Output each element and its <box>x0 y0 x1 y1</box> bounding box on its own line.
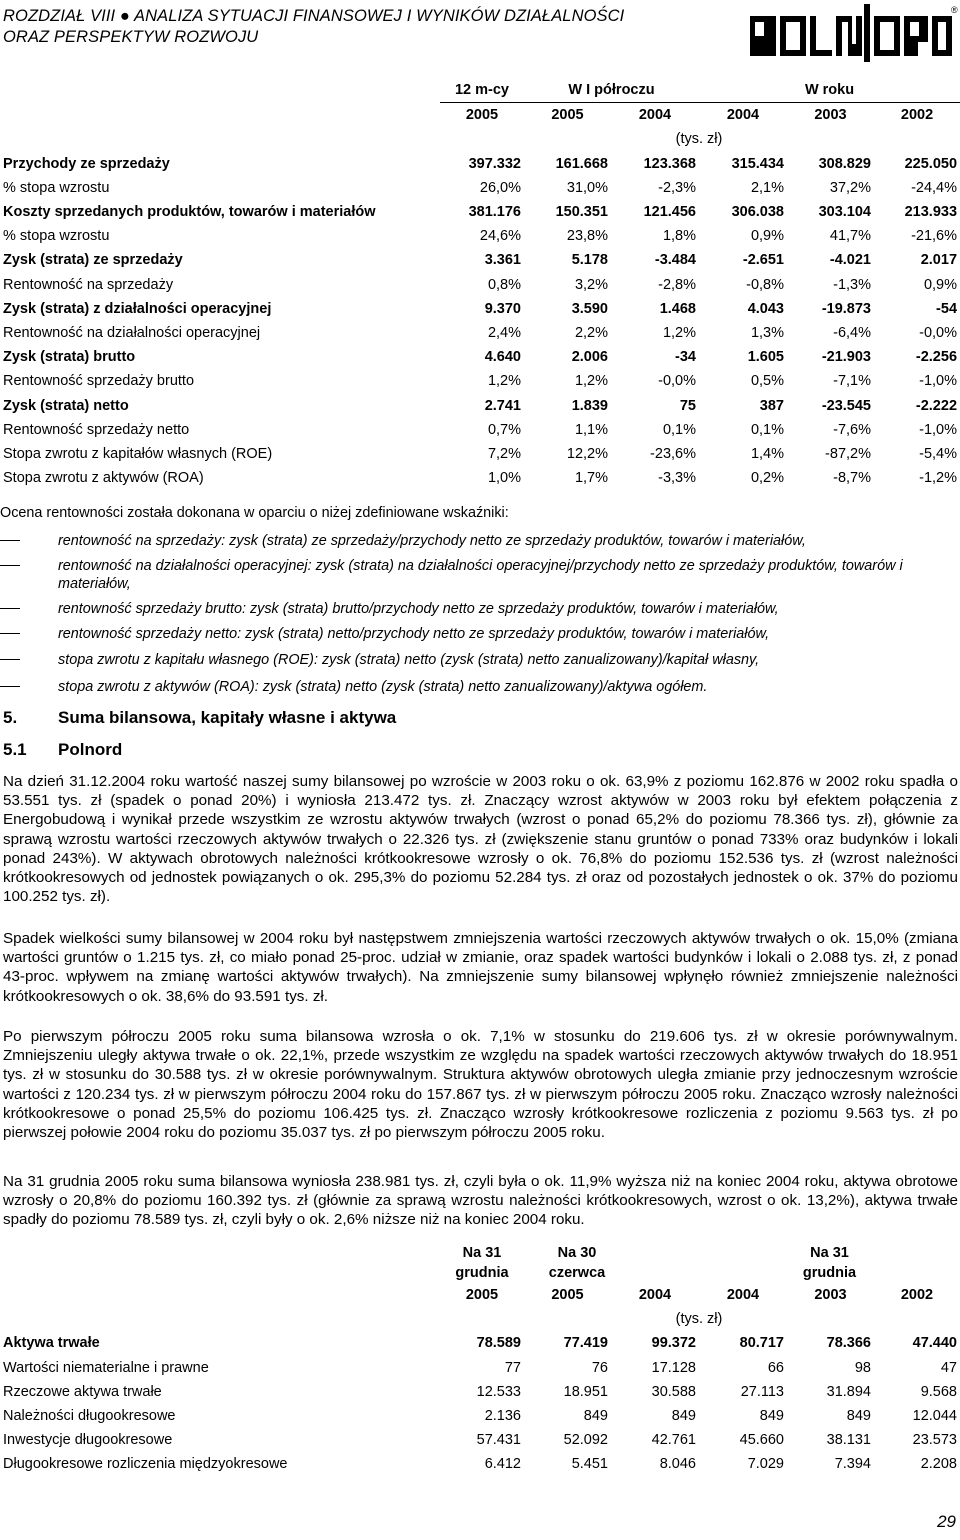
financial-results-table <box>0 78 960 490</box>
table2-year: 2005 <box>465 1287 499 1304</box>
cell-value: 24,6% <box>479 228 521 245</box>
cell-value: 76 <box>591 1359 608 1376</box>
cell-value: 5.451 <box>571 1456 608 1473</box>
cell-value: -3,3% <box>658 470 696 487</box>
table2-body <box>0 1331 960 1476</box>
row-label: % stopa wzrostu <box>3 179 110 196</box>
cell-value: 5.178 <box>571 252 608 269</box>
row-label: Koszty sprzedanych produktów, towarów i materiałów <box>3 204 376 221</box>
cell-value: 3,2% <box>574 276 608 293</box>
table2-group-jun <box>524 1243 699 1283</box>
ratio-note-intro: Ocena rentowności została dokonana w oparciu o niżej zdefiniowane wskaźniki: <box>0 505 509 521</box>
table2-unit-row <box>0 1307 960 1331</box>
cell-value: 315.434 <box>731 155 784 172</box>
cell-value: 80.717 <box>739 1335 784 1352</box>
table-row <box>0 1331 960 1355</box>
row-label: Inwestycje długookresowe <box>3 1432 173 1449</box>
table-row <box>0 321 960 345</box>
cell-value: 4.640 <box>484 349 521 366</box>
cell-value: 2.136 <box>484 1408 521 1425</box>
cell-value: 1,4% <box>750 445 784 462</box>
cell-value: -21,6% <box>911 228 958 245</box>
table1-year: 2002 <box>900 107 934 124</box>
table2-year: 2005 <box>551 1287 584 1304</box>
cell-value: 0,2% <box>750 470 784 487</box>
section-title: Polnord <box>58 740 123 759</box>
cell-value: -7,1% <box>833 373 871 390</box>
cell-value: 45.660 <box>739 1432 784 1449</box>
table2-group-label: Na 31 grudnia <box>802 1245 857 1281</box>
cell-value: 2.208 <box>920 1456 957 1473</box>
table2-group-label: Na 30 czerwca <box>548 1245 606 1281</box>
section-title: Suma bilansowa, kapitały własne i aktywa <box>58 708 397 727</box>
cell-value: 308.829 <box>818 155 871 172</box>
cell-value: 38.131 <box>826 1432 871 1449</box>
table2-group-label: Na 31 grudnia <box>455 1245 509 1281</box>
table-row <box>0 393 960 417</box>
cell-value: -0,0% <box>658 373 696 390</box>
row-label: Aktywa trwałe <box>3 1335 100 1352</box>
row-label: Zysk (strata) netto <box>3 397 129 414</box>
cell-value: -4.021 <box>829 252 871 269</box>
cell-value: 7.394 <box>834 1456 871 1473</box>
cell-value: 849 <box>583 1408 608 1425</box>
cell-value: 78.589 <box>476 1335 521 1352</box>
table1-year: 2005 <box>551 107 584 124</box>
cell-value: 7.029 <box>747 1456 784 1473</box>
cell-value: -2.222 <box>915 397 958 414</box>
cell-value: 12,2% <box>566 445 608 462</box>
registered-mark: ® <box>951 5 958 15</box>
cell-value: 1,2% <box>574 373 608 390</box>
cell-value: 1,1% <box>574 421 608 438</box>
cell-value: 66 <box>767 1359 784 1376</box>
cell-value: 23,8% <box>566 228 608 245</box>
cell-value: 99.372 <box>651 1335 696 1352</box>
table-row <box>0 1356 960 1380</box>
cell-value: -23.545 <box>821 397 871 414</box>
row-label: Rentowność sprzedaży netto <box>3 421 190 438</box>
cell-value: 47.440 <box>912 1335 957 1352</box>
cell-value: 225.050 <box>904 155 958 172</box>
table-row <box>0 1404 960 1428</box>
cell-value: 27.113 <box>740 1383 784 1400</box>
table1-year: 2003 <box>814 107 847 124</box>
table1-group-half-year: W I półroczu <box>524 78 699 103</box>
table2-year: 2003 <box>814 1287 847 1304</box>
cell-value: 1,3% <box>750 324 784 341</box>
row-label: Długookresowe rozliczenia międzyokresowe <box>3 1456 288 1473</box>
cell-value: -1,0% <box>919 421 958 438</box>
table2-year: 2002 <box>900 1287 934 1304</box>
page-header <box>3 6 624 48</box>
header-line-1: ROZDZIAŁ VIII ● ANALIZA SYTUACJI FINANSOWEJ I WYNIKÓW DZIAŁALNOŚCI <box>3 7 625 25</box>
cell-value: 1,7% <box>574 470 608 487</box>
paragraph: Na dzień 31.12.2004 roku wartość naszej sumy bilansowej po wzroście w 2003 roku o ok. 63,9% z poziomu 162.876 w 2002 roku spadła o 53.551 tys. zł (spadek o ponad 20%) i wyniosła 213.472 tys. zł. Znaczący wzrost aktywów w 2003 roku był efektem połączenia z Energobudową i wynikał przede wszystkim ze wzrostu aktywów trwałych (wzrost o ponad 65,2% do poziomu 78.366 tys. zł), głównie za sprawą wzrostu wartości rzeczowych aktywów trwałych o 22.326 tys. zł (zwiększenie stanu gruntów o ponad 733% oraz budynków i lokali ponad 243%). W aktywach obrotowych należności krótkookresowe wzrosły o ok. 76,8% do poziomu 152.536 tys. zł (wzrost należności krótkookresowych od jednostek powiązanych o ok. 295,3% do poziomu 52.284 tys. zł oraz od pozostałych jednostek o ok. 37% do poziomu 100.252 tys. zł). <box>3 773 958 906</box>
cell-value: 213.933 <box>904 204 958 221</box>
table-row <box>0 418 960 442</box>
table-row <box>0 369 960 393</box>
cell-value: 0,1% <box>750 421 784 438</box>
cell-value: -87,2% <box>825 445 871 462</box>
cell-value: 849 <box>846 1408 871 1425</box>
table2-unit: (tys. zł) <box>675 1311 723 1328</box>
row-label: Rentowność sprzedaży brutto <box>3 373 195 390</box>
dash-bullet <box>0 608 20 609</box>
table1-group-header-row <box>0 78 960 103</box>
cell-value: 31,0% <box>566 179 608 196</box>
table-row <box>0 345 960 369</box>
paragraph: Spadek wielkości sumy bilansowej w 2004 roku był następstwem zmniejszenia wartości rzeczowych aktywów trwałych o ok. 15,0% (zmiana wartości gruntów o 1.215 tys. zł, co miało ponad 25-proc. udział w zmianie, oraz spadek wartości budynków i lokali o 2.088 tys. zł, z ponad 43-proc. wpływem na zmianę wartości aktywów trwałych). Na zmniejszenie sumy bilansowej wpłynęło również zmniejszenie należności krótkookresowych o ok. 38,6% do 93.591 tys. zł. <box>3 930 958 1005</box>
cell-value: 121.456 <box>643 204 696 221</box>
definition-text: rentowność na sprzedaży: zysk (strata) ze sprzedaży/przychody netto ze sprzedaży produktów, towarów i materiałów, <box>58 533 806 549</box>
cell-value: 9.568 <box>920 1383 957 1400</box>
definition-text: rentowność sprzedaży netto: zysk (strata) netto/przychody netto ze sprzedaży produktów, towarów i materiałów, <box>58 626 770 642</box>
cell-value: 75 <box>679 397 696 414</box>
table2-group-dec <box>440 1243 524 1283</box>
cell-value: 381.176 <box>468 204 521 221</box>
page-number: 29 <box>937 1512 956 1531</box>
cell-value: 7,2% <box>487 445 521 462</box>
dash-bullet <box>0 633 20 634</box>
table-row <box>0 297 960 321</box>
cell-value: 4.043 <box>747 300 784 317</box>
cell-value: 52.092 <box>563 1432 608 1449</box>
cell-value: 2,1% <box>750 179 784 196</box>
cell-value: 397.332 <box>468 155 521 172</box>
table-row <box>0 1380 960 1404</box>
cell-value: -0,0% <box>919 324 958 341</box>
cell-value: 78.366 <box>826 1335 871 1352</box>
cell-value: 123.368 <box>643 155 696 172</box>
cell-value: 3.590 <box>571 300 608 317</box>
fixed-assets-table <box>0 1243 960 1477</box>
definition-text: stopa zwrotu z kapitału własnego (ROE): zysk (strata) netto (zysk (strata) netto zanualizowany)/kapitał własny, <box>58 652 760 668</box>
row-label: Rentowność na działalności operacyjnej <box>3 324 261 341</box>
table-row <box>0 1428 960 1452</box>
cell-value: 77.419 <box>563 1335 608 1352</box>
cell-value: -5,4% <box>919 445 958 462</box>
cell-value: -1,0% <box>919 373 958 390</box>
table1-years-row <box>0 103 960 128</box>
cell-value: -23,6% <box>650 445 696 462</box>
cell-value: 0,7% <box>487 421 521 438</box>
cell-value: 0,1% <box>662 421 696 438</box>
table1-year: 2005 <box>465 107 499 124</box>
cell-value: -34 <box>675 349 696 366</box>
table-row <box>0 442 960 466</box>
table-row <box>0 176 960 200</box>
table1-group-12m: 12 m-cy <box>440 78 524 103</box>
row-label: Rentowność na sprzedaży <box>3 276 174 293</box>
cell-value: 303.104 <box>818 204 871 221</box>
cell-value: 306.038 <box>731 204 784 221</box>
cell-value: 1.605 <box>747 349 784 366</box>
table1-year: 2004 <box>638 107 672 124</box>
cell-value: 77 <box>504 1359 521 1376</box>
table-row <box>0 152 960 176</box>
table2-year: 2004 <box>638 1287 672 1304</box>
cell-value: 17.128 <box>651 1359 696 1376</box>
cell-value: 9.370 <box>484 300 521 317</box>
table1-unit: (tys. zł) <box>675 131 723 148</box>
cell-value: 2.741 <box>484 397 521 414</box>
table2-group-header-row <box>0 1243 960 1283</box>
cell-value: 1,2% <box>662 324 696 341</box>
paragraph: Po pierwszym półroczu 2005 roku suma bilansowa wzrosła o ok. 7,1% w stosunku do 219.606 tys. zł w okresie porównywalnym. Zmniejszeniu uległy aktywa trwałe o ok. 22,1%, przede wszystkim ze względu na spadek wartości rzeczowych aktywów trwałych do 18.951 tys. zł w stosunku do 30.588 tys. zł w okresie porównywalnym. Struktura aktywów obrotowych uległa zmianie przy jednoczesnym wzroście wartości z 120.234 tys. zł w pierwszym półroczu 2004 roku do 157.867 tys. zł w pierwszym półroczu 2005 roku. Znacząco wzrosły należności krótkookresowe o ponad 25,5% do poziomu 106.425 tys. zł. Znacząco wzrosły krótkookresowe rozliczenia z poziomu 9.563 tys. zł po pierwszej połowie 2004 roku do poziomu 35.037 tys. zł po pierwszym półroczu 2005 roku. <box>3 1028 958 1142</box>
cell-value: 12.533 <box>476 1383 521 1400</box>
row-label: Zysk (strata) brutto <box>3 349 136 366</box>
cell-value: -2,3% <box>658 179 696 196</box>
cell-value: 98 <box>854 1359 871 1376</box>
cell-value: 26,0% <box>479 179 521 196</box>
cell-value: 41,7% <box>829 228 871 245</box>
table-row <box>0 466 960 490</box>
cell-value: 2.017 <box>920 252 958 269</box>
table1-unit-row <box>0 127 960 151</box>
cell-value: 3.361 <box>484 252 521 269</box>
cell-value: 47 <box>940 1359 957 1376</box>
row-label: Należności długookresowe <box>3 1408 176 1425</box>
table1-year: 2004 <box>726 107 760 124</box>
cell-value: 12.044 <box>912 1408 957 1425</box>
cell-value: -19.873 <box>821 300 871 317</box>
cell-value: 1,2% <box>487 373 521 390</box>
cell-value: 2,2% <box>574 324 608 341</box>
dash-bullet <box>0 540 20 541</box>
table-row <box>0 273 960 297</box>
cell-value: 161.668 <box>555 155 608 172</box>
cell-value: 1,0% <box>487 470 521 487</box>
row-label: Wartości niematerialne i prawne <box>3 1359 209 1376</box>
row-label: Zysk (strata) z działalności operacyjnej <box>3 300 272 317</box>
definition-text: rentowność na działalności operacyjnej: zysk (strata) na działalności operacyjnej/przychody netto ze sprzedaży produktów, towarów i materiałów, <box>58 558 903 592</box>
cell-value: -1,3% <box>833 276 871 293</box>
cell-value: 37,2% <box>829 179 871 196</box>
cell-value: 0,9% <box>750 228 784 245</box>
cell-value: -2,8% <box>658 276 696 293</box>
section-number: 5.1 <box>3 740 27 759</box>
definition-text: rentowność sprzedaży brutto: zysk (strata) brutto/przychody netto ze sprzedaży produktów, towarów i materiałów, <box>58 601 779 617</box>
cell-value: -2.651 <box>742 252 784 269</box>
cell-value: -2.256 <box>915 349 958 366</box>
table-row <box>0 200 960 224</box>
row-label: Rzeczowe aktywa trwałe <box>3 1383 162 1400</box>
cell-value: 2.006 <box>571 349 608 366</box>
cell-value: -24,4% <box>911 179 958 196</box>
cell-value: -7,6% <box>833 421 871 438</box>
table-row <box>0 224 960 248</box>
cell-value: -8,7% <box>833 470 871 487</box>
cell-value: -1,2% <box>919 470 958 487</box>
dash-bullet <box>0 686 20 687</box>
table2-years-row <box>0 1283 960 1307</box>
dash-bullet <box>0 659 20 660</box>
table-row <box>0 248 960 272</box>
dash-bullet <box>0 565 20 566</box>
header-line-2: ORAZ PERSPEKTYW ROZWOJU <box>3 28 259 46</box>
cell-value: 1,8% <box>662 228 696 245</box>
row-label: Zysk (strata) ze sprzedaży <box>3 252 183 269</box>
cell-value: 0,9% <box>923 276 958 293</box>
row-label: Przychody ze sprzedaży <box>3 155 170 172</box>
polnord-logo <box>748 2 958 64</box>
cell-value: 31.894 <box>826 1383 871 1400</box>
row-label: % stopa wzrostu <box>3 228 110 245</box>
table2-year: 2004 <box>726 1287 760 1304</box>
table-row <box>0 1452 960 1476</box>
cell-value: 42.761 <box>651 1432 696 1449</box>
cell-value: 1.468 <box>659 300 696 317</box>
cell-value: -3.484 <box>654 252 696 269</box>
cell-value: 57.431 <box>476 1432 521 1449</box>
cell-value: 150.351 <box>555 204 608 221</box>
cell-value: 8.046 <box>659 1456 696 1473</box>
cell-value: 849 <box>671 1408 696 1425</box>
table2-group-dec-years <box>699 1243 960 1283</box>
section-number: 5. <box>3 708 18 727</box>
cell-value: 18.951 <box>563 1383 608 1400</box>
definition-text: stopa zwrotu z aktywów (ROA): zysk (strata) netto (zysk (strata) netto zanualizowany)/aktywa ogółem. <box>58 679 708 695</box>
cell-value: 30.588 <box>651 1383 696 1400</box>
cell-value: -0,8% <box>746 276 784 293</box>
row-label: Stopa zwrotu z aktywów (ROA) <box>3 470 204 487</box>
paragraph: Na 31 grudnia 2005 roku suma bilansowa wyniosła 238.981 tys. zł, czyli była o ok. 11,9% wyższa niż na koniec 2004 roku, aktywa obrotowe wzrosły o 20,8% do poziomu 160.392 tys. zł (głównie za sprawą wzrostu należności krótkookresowych, wzrost o ok. 13,2%), aktywa trwałe spadły do poziomu 78.589 tys. zł, czyli były o ok. 2,6% niższe niż na koniec 2004 roku. <box>3 1173 958 1229</box>
cell-value: 2,4% <box>487 324 521 341</box>
cell-value: 0,8% <box>487 276 521 293</box>
cell-value: 387 <box>759 397 784 414</box>
cell-value: 6.412 <box>484 1456 521 1473</box>
cell-value: 23.573 <box>912 1432 957 1449</box>
table1-group-year: W roku <box>699 78 960 103</box>
cell-value: 0,5% <box>750 373 784 390</box>
cell-value: -54 <box>936 300 958 317</box>
cell-value: 849 <box>759 1408 784 1425</box>
table1-body <box>0 152 960 491</box>
cell-value: -6,4% <box>833 324 871 341</box>
cell-value: 1.839 <box>571 397 608 414</box>
row-label: Stopa zwrotu z kapitałów własnych (ROE) <box>3 445 273 462</box>
cell-value: -21.903 <box>821 349 871 366</box>
